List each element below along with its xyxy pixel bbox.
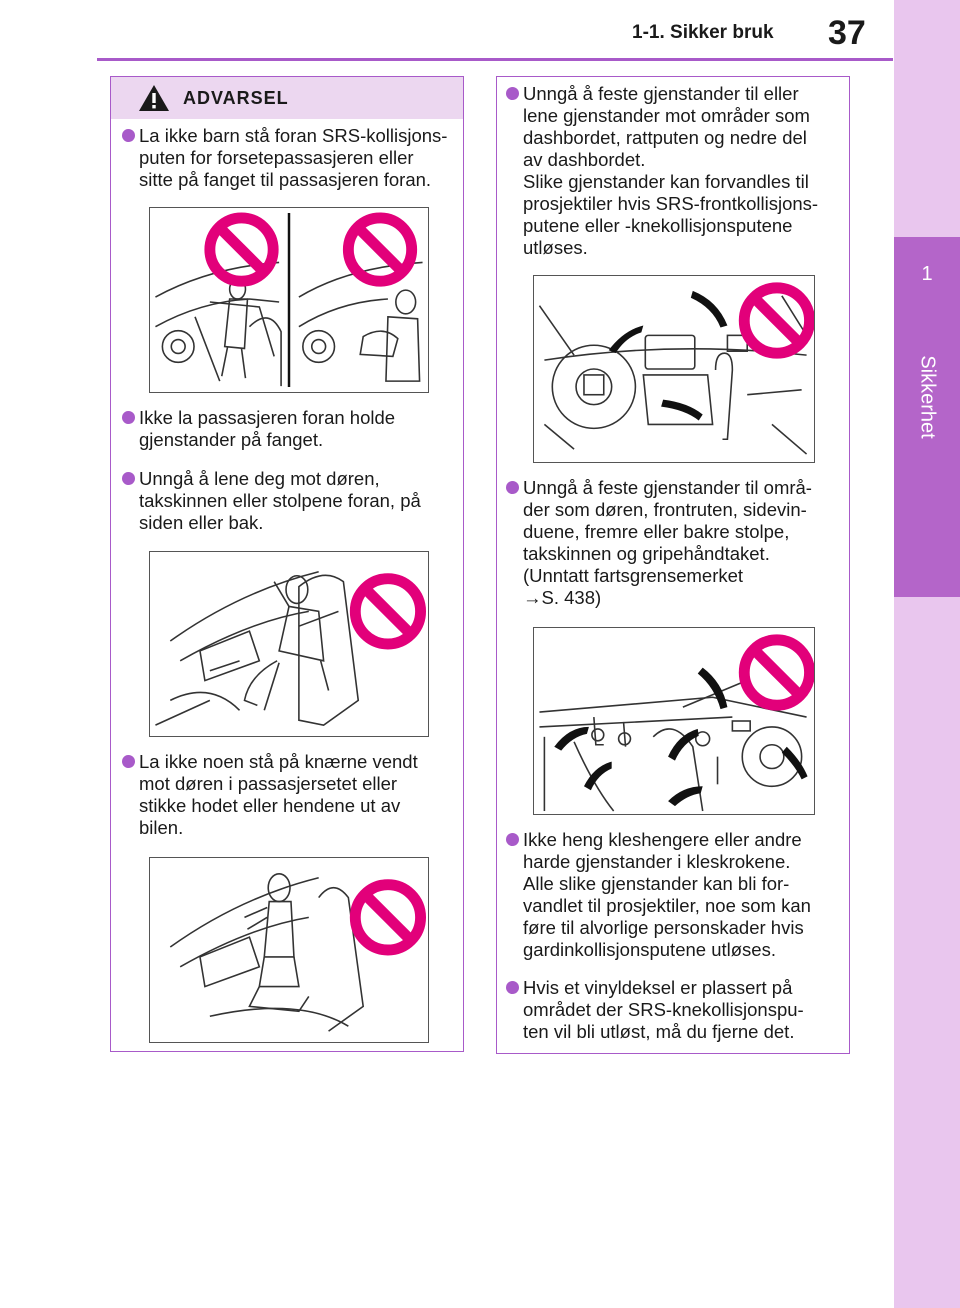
warning-header — [111, 77, 463, 119]
bullet-kneeling — [139, 751, 418, 839]
bullet-dot — [122, 411, 135, 424]
illustration-kneeling-on-seat — [149, 857, 429, 1043]
text-line: området der SRS-knekollisjonspu- — [523, 999, 804, 1020]
illustration-leaning-on-door — [149, 551, 429, 737]
text-line: takskinnen og gripehåndtaket. — [523, 543, 770, 564]
text-line: Unngå å lene deg mot døren, — [139, 468, 380, 489]
bullet-dot — [122, 472, 135, 485]
text-line: La ikke barn stå foran SRS-kollisjons- — [139, 125, 448, 146]
right-content-box — [496, 76, 850, 1054]
prohibition-icon — [744, 288, 809, 353]
text-line: vandlet til prosjektiler, noe som kan — [523, 895, 811, 916]
bullet-leaning — [139, 468, 421, 534]
bullet-vinyl-cover — [523, 977, 804, 1043]
text-line: dashbordet, rattputen og nedre del — [523, 127, 807, 148]
warning-title: ADVARSEL — [183, 88, 289, 108]
chapter-number: 1 — [921, 263, 933, 285]
text-line: La ikke noen stå på knærne vendt — [139, 751, 418, 772]
text-line: stikke hodet eller hendene ut av — [139, 795, 401, 816]
text-line: Alle slike gjenstander kan bli for- — [523, 873, 790, 894]
bullet-dot — [506, 87, 519, 100]
bullet-coat-hooks — [523, 829, 811, 961]
warning-triangle-icon — [138, 84, 170, 112]
car-interior-illustration — [150, 858, 428, 1042]
text-line: →S. 438) — [523, 587, 602, 608]
text-line: gjenstander på fanget. — [139, 429, 324, 450]
chapter-name: Sikkerhet — [916, 355, 939, 439]
bullet-dot — [506, 981, 519, 994]
bullet-dot — [122, 755, 135, 768]
text-line: føre til alvorlige personskader hvis — [523, 917, 804, 938]
text-line: der som døren, frontruten, sidevin- — [523, 499, 807, 520]
bullet-lap-objects — [139, 407, 395, 451]
bullet-dashboard-objects — [523, 83, 818, 259]
illustration-child-standing — [149, 207, 429, 393]
header-rule — [97, 58, 893, 61]
text-line: sitte på fanget til passasjeren foran. — [139, 169, 432, 190]
illustration-window-pillars — [533, 627, 815, 815]
text-line: siden eller bak. — [139, 512, 264, 533]
text-line: av dashbordet. — [523, 149, 646, 170]
text-line: Slike gjenstander kan forvandles til — [523, 171, 809, 192]
bullet-child-in-front — [139, 125, 447, 191]
section-title: 1-1. Sikker bruk — [632, 22, 774, 43]
side-tab — [894, 0, 960, 1308]
prohibition-icon — [744, 640, 809, 705]
text-line: Unngå å feste gjenstander til områ- — [523, 477, 812, 498]
text-line: duene, fremre eller bakre stolpe, — [523, 521, 790, 542]
text-line: gardinkollisjonsputene utløses. — [523, 939, 776, 960]
prohibition-icon — [355, 885, 420, 950]
text-line: harde gjenstander i kleskrokene. — [523, 851, 791, 872]
text-line: utløses. — [523, 237, 588, 258]
page-number: 37 — [828, 14, 866, 52]
illustration-dashboard — [533, 275, 815, 463]
dashboard-illustration — [534, 276, 814, 462]
text-line: ten vil bli utløst, må du fjerne det. — [523, 1021, 795, 1042]
text-line: Unngå å feste gjenstander til eller — [523, 83, 799, 104]
text-line: bilen. — [139, 817, 184, 838]
text-line: prosjektiler hvis SRS-frontkollisjons- — [523, 193, 819, 214]
bullet-dot — [122, 129, 135, 142]
prohibition-icon-left — [210, 218, 273, 281]
bullet-dot — [506, 481, 519, 494]
car-interior-illustration — [150, 208, 428, 392]
text-line: (Unntatt fartsgrensemerket — [523, 565, 744, 586]
text-line: Ikke heng kleshengere eller andre — [523, 829, 802, 850]
text-line: puten for forsetepassasjeren eller — [139, 147, 414, 168]
text-line: lene gjenstander mot områder som — [523, 105, 810, 126]
text-line: Hvis et vinyldeksel er plassert på — [523, 977, 793, 998]
car-interior-illustration — [150, 552, 428, 736]
prohibition-icon-right — [348, 218, 411, 281]
chapter-tab[interactable] — [894, 237, 960, 597]
bullet-dot — [506, 833, 519, 846]
text-line: takskinnen eller stolpene foran, på — [139, 490, 421, 511]
interior-pillar-illustration — [534, 628, 814, 814]
text-line: mot døren i passasjersetet eller — [139, 773, 398, 794]
bullet-door-window-objects — [523, 477, 812, 609]
text-line: Ikke la passasjeren foran holde — [139, 407, 396, 428]
prohibition-icon — [355, 579, 420, 644]
warning-box — [110, 76, 464, 1052]
text-line: putene eller -knekollisjonsputene — [523, 215, 793, 236]
